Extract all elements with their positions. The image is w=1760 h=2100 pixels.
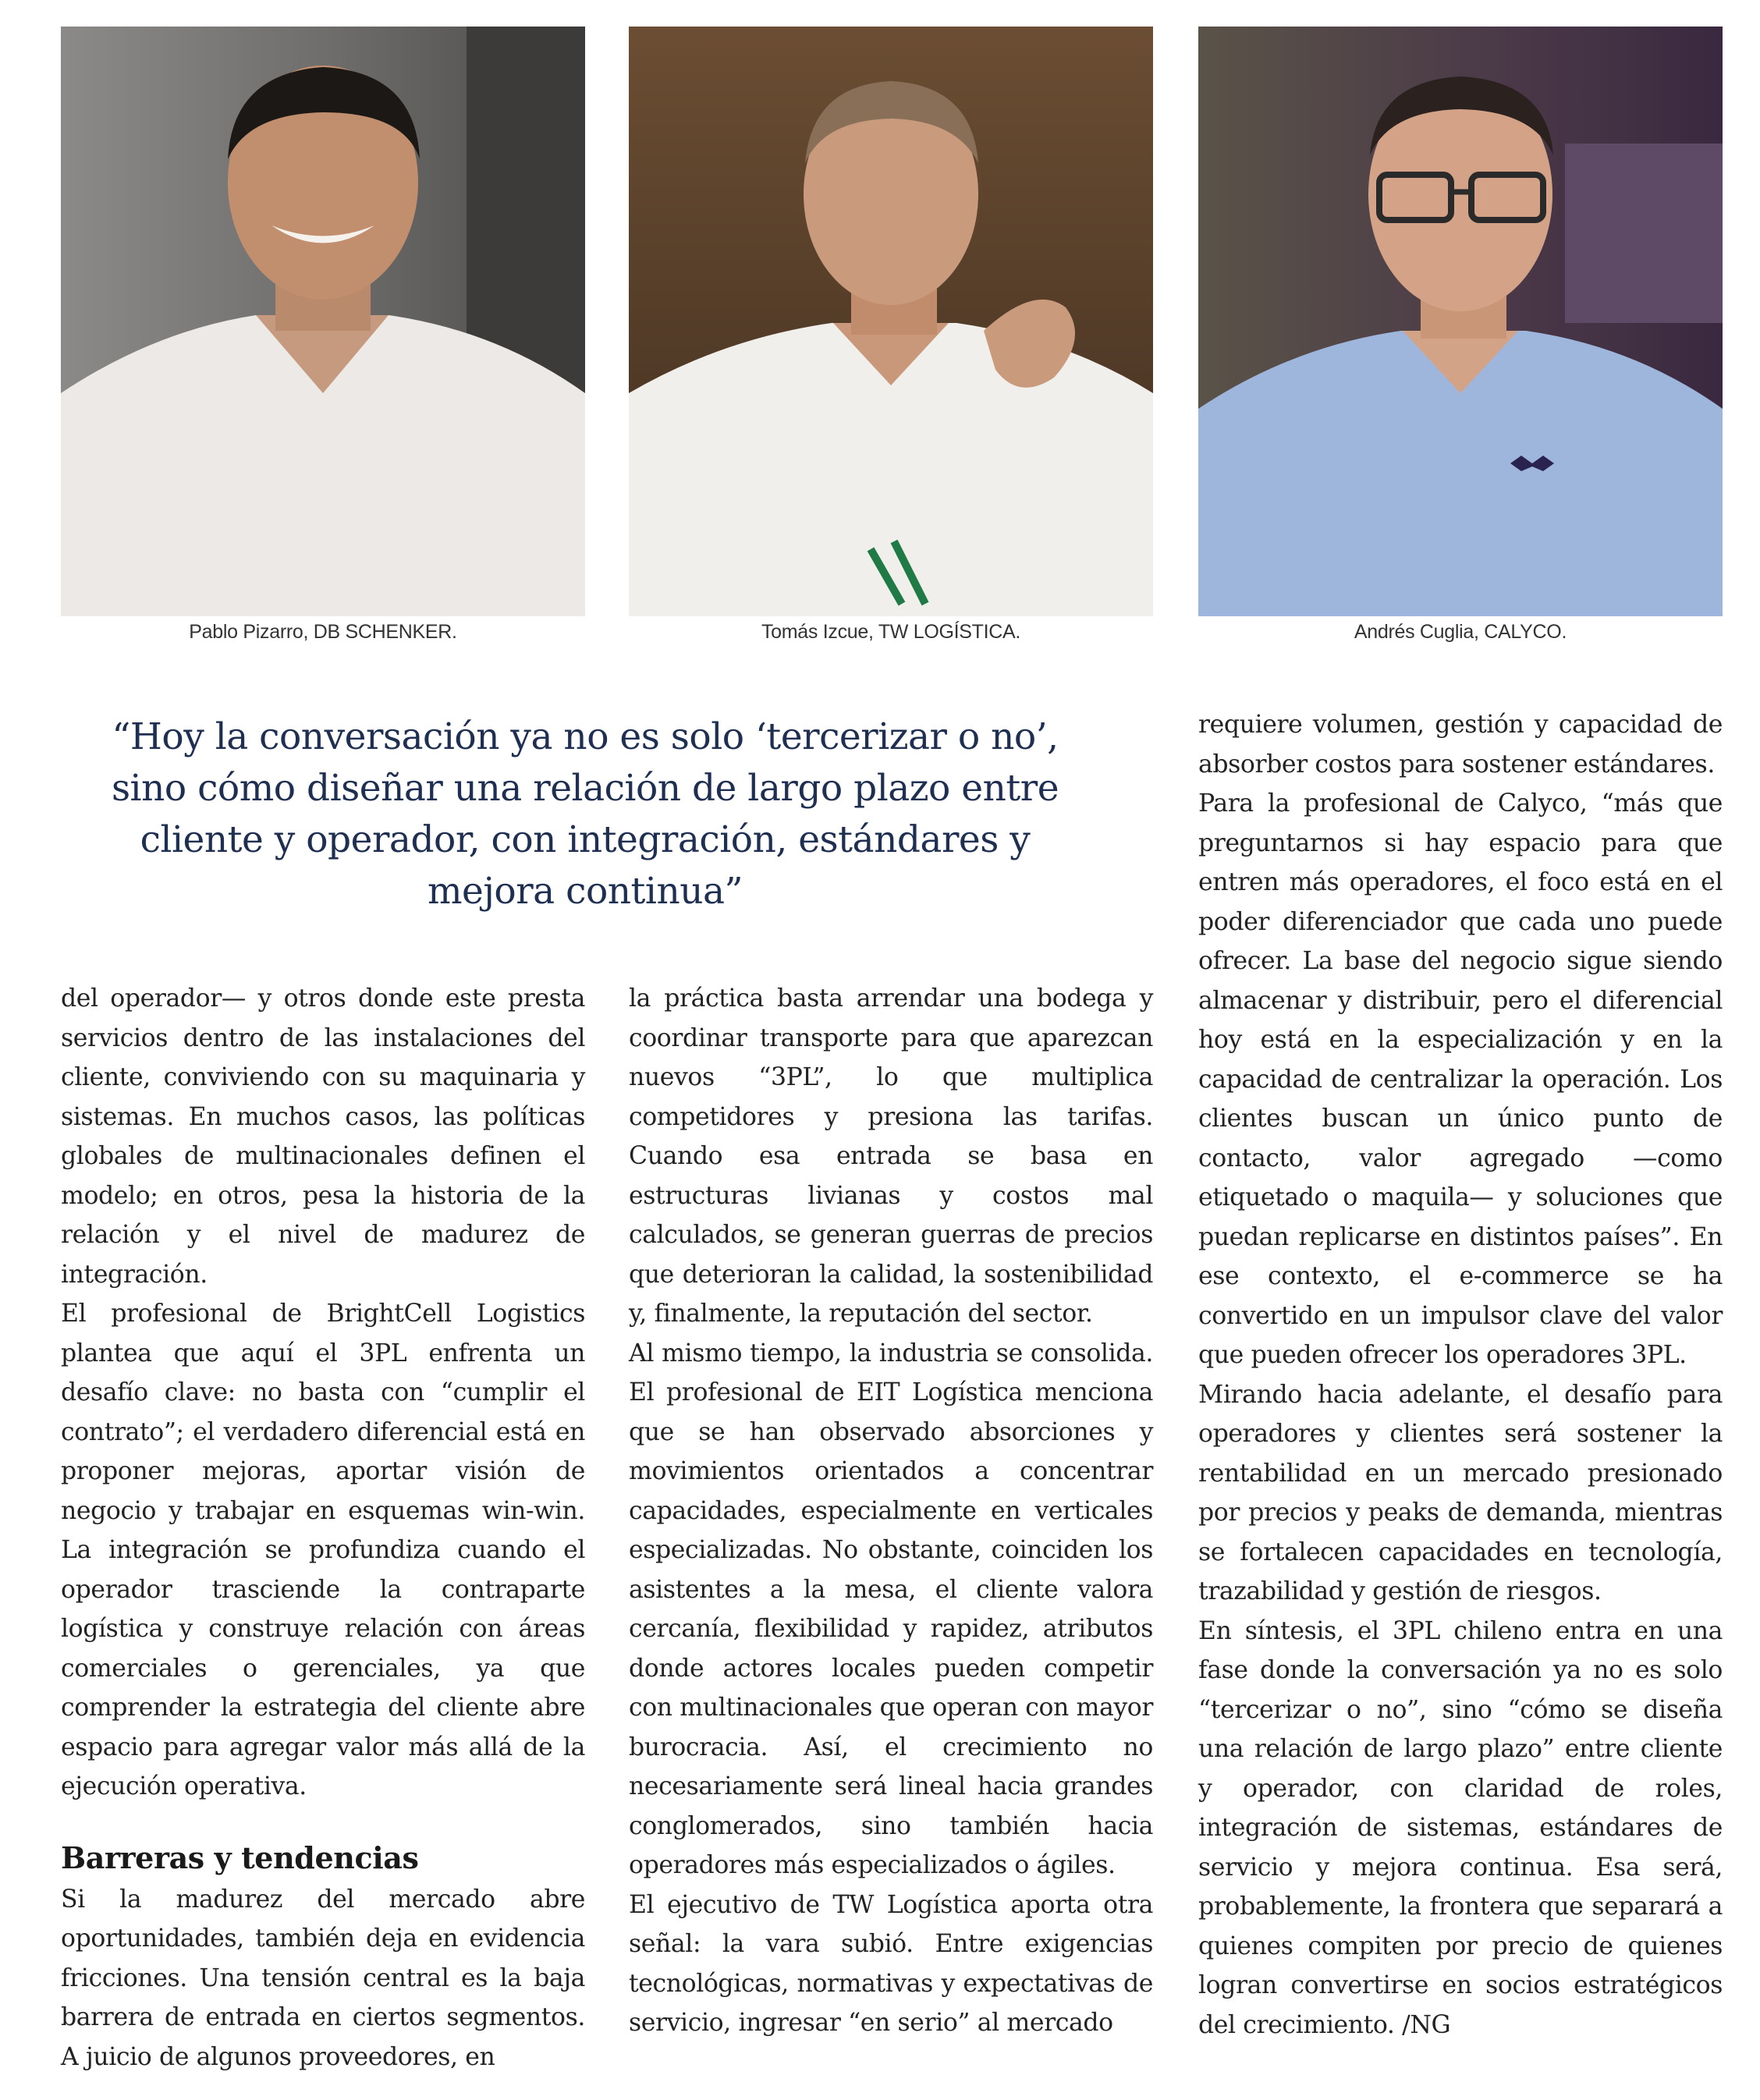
column-1-paragraph-3: Si la madurez del mercado abre oportunidades, también deja en evidencia fricciones. Una tensión central es la baja barrera de entrada en ciertos segmentos. A juicio de algunos proveedores, en — [61, 1885, 585, 2071]
article-column-3 — [1198, 705, 1723, 2045]
caption-andres-cuglia: Andrés Cuglia, CALYCO. — [1354, 621, 1567, 643]
column-3-paragraph-2: Para la profesional de Calyco, “más que preguntarnos si hay espacio para que entren más operadores, el foco está en el poder diferenciador que cada uno puede ofrecer. La base del negocio sigue siendo almacenar y distribuir, pero el diferencial hoy está en la especialización y en la capacidad de centralizar la operación. Los clientes buscan un único punto de contacto, valor agregado —como etiquetado o maquila— y soluciones que puedan replicarse en distintos países”. En ese contexto, el e-commerce se ha convertido en un impulsor clave del valor que pueden ofrecer los operadores 3PL. — [1198, 789, 1723, 1369]
column-3-paragraph-1: requiere volumen, gestión y capacidad de absorber costos para sostener estándares. — [1198, 711, 1723, 779]
column-2-paragraph-1: la práctica basta arrendar una bodega y coordinar transporte para que aparezcan nuevos “3PL”, lo que multiplica competidores y presiona las tarifas. Cuando esa entrada se basa en estructuras livianas y costos mal calculados, se generan guerras de precios que deterioran la calidad, la sostenibilidad y, finalmente, la reputación del sector. — [629, 984, 1153, 1328]
photo-tomas-izcue — [629, 27, 1153, 616]
article-column-1 — [61, 979, 585, 2077]
portrait-andres-cuglia — [1198, 27, 1723, 616]
portrait-pablo-pizarro — [61, 27, 585, 616]
portrait-tomas-izcue — [629, 27, 1153, 616]
section-gap — [61, 1807, 585, 1836]
column-2-paragraph-2: Al mismo tiempo, la industria se consolida. El profesional de EIT Logística menciona que se han observado absorciones y movimientos orientados a concentrar capacidades, especialmente en verticales especializadas. No obstante, coinciden los asistentes a la mesa, el cliente valora cercanía, flexibilidad y rapidez, atributos donde actores locales pueden competir con multinacionales que operan con mayor burocracia. Así, el crecimiento no necesariamente será lineal hacia grandes conglomerados, sino también hacia operadores más especializados o ágiles. — [629, 1339, 1153, 1879]
column-3-paragraph-3: Mirando hacia adelante, el desafío para operadores y clientes será sostener la rentabilidad en un mercado presionado por precios y peaks de demanda, mientras se fortalecen capacidades en tecnología, trazabilidad y gestión de riesgos. — [1198, 1380, 1723, 1605]
column-3-paragraph-4: En síntesis, el 3PL chileno entra en una fase donde la conversación ya no es solo “tercerizar o no”, sino “cómo se diseña una relación de largo plazo” entre cliente y operador, con claridad de roles, integración de sistemas, estándares de servicio y mejora continua. Esa será, probablemente, la frontera que separará a quienes compiten por precio de quienes logran convertirse en socios estratégicos del crecimiento. /NG — [1198, 1616, 1723, 2039]
caption-tomas-izcue: Tomás Izcue, TW LOGÍSTICA. — [761, 621, 1021, 643]
pull-quote: “Hoy la conversación ya no es solo ‘tercerizar o no’, sino cómo diseñar una relación de largo plazo entre cliente y operador, con integración, estándares y mejora continua” — [111, 715, 1059, 913]
photo-andres-cuglia — [1198, 27, 1723, 616]
photo-pablo-pizarro — [61, 27, 585, 616]
column-2-paragraph-3: El ejecutivo de TW Logística aporta otra señal: la vara subió. Entre exigencias tecnológicas, normativas y expectativas de servicio, ingresar “en serio” al mercado — [629, 1890, 1153, 2037]
section-heading-barreras: Barreras y tendencias — [61, 1839, 419, 1875]
caption-pablo-pizarro: Pablo Pizarro, DB SCHENKER. — [189, 621, 457, 643]
column-1-paragraph-2: El profesional de BrightCell Logistics plantea que aquí el 3PL enfrenta un desafío clave: no basta con “cumplir el contrato”; el verdadero diferencial está en proponer mejoras, aportar visión de negocio y trabajar en esquemas win-win. La integración se profundiza cuando el operador trasciende la contraparte logística y construye relación con áreas comerciales o gerenciales, ya que comprender la estrategia del cliente abre espacio para agregar valor más allá de la ejecución operativa. — [61, 1300, 585, 1800]
column-1-paragraph-1: del operador— y otros donde este presta servicios dentro de las instalaciones del cliente, conviviendo con su maquinaria y sistemas. En muchos casos, las políticas globales de multinacionales definen el modelo; en otros, pesa la historia de la relación y el nivel de madurez de integración. — [61, 984, 585, 1289]
article-column-2 — [629, 979, 1153, 2043]
